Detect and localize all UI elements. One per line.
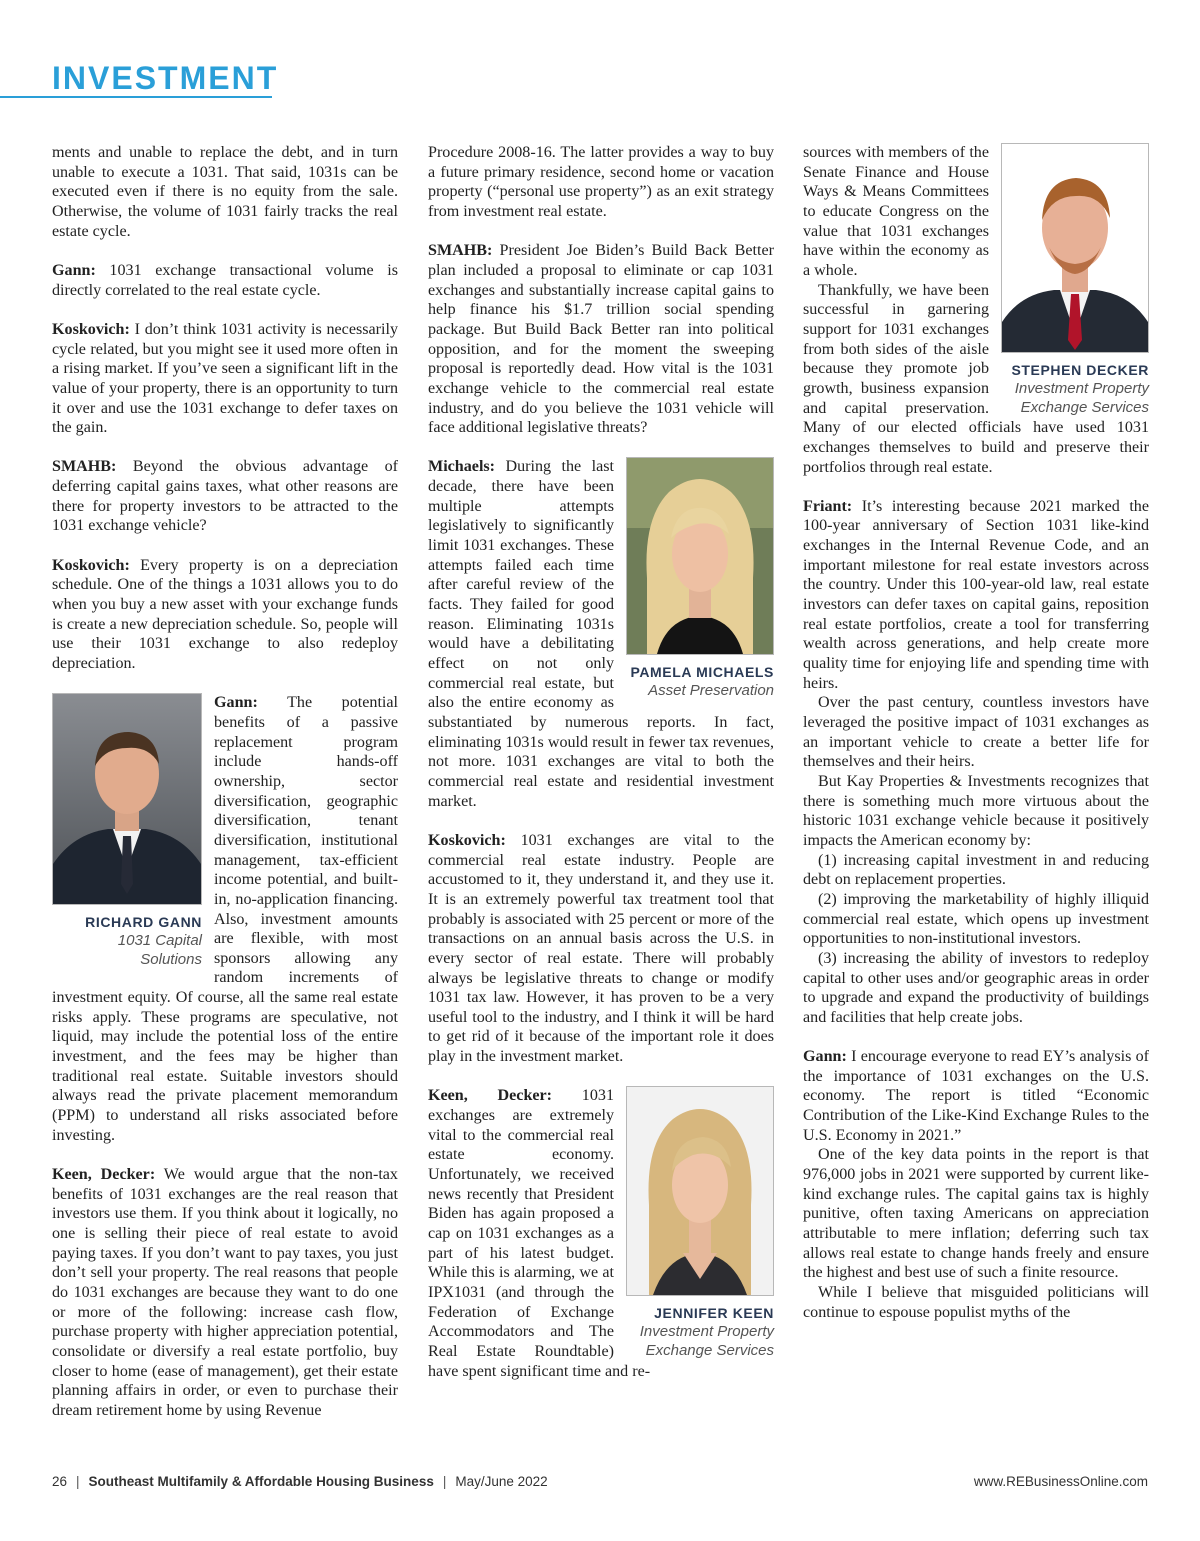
paragraph: Friant: It’s interesting because 2021 marked the 100-year anniversary of Section 1031 like-kind exchanges in the Internal Revenue Code, and an important milestone for real estate investors across the country. Under this 100-year-old law, real estate investors can defer taxes on capital gains, reposition real estate portfolios, create a tool for transferring wealth across generations, and help create more quality time for enjoying life and spending time with heirs. xyxy=(803,497,1149,692)
caption-name: PAMELA MICHAELS xyxy=(630,664,774,681)
list-item: (1) increasing capital investment in and reducing debt on replacement properties. xyxy=(803,851,1149,889)
caption-name: RICHARD GANN xyxy=(85,914,202,931)
paragraph: One of the key data points in the report is that 976,000 jobs in 2021 were supported by current like-kind exchange rules. The capital gains tax is highly punitive, often taxing Americans on appreciation attributable to mere inflation; deferring such tax allows real estate to change hands freely and ensure the highest and best use of such a finite resource. xyxy=(803,1146,1149,1282)
paragraph: While I believe that misguided politicians will continue to espouse populist myths of the xyxy=(803,1284,1149,1321)
speaker-label: Koskovich: xyxy=(52,320,130,338)
paragraph: Procedure 2008-16. The latter provides a way to buy a future primary residence, second home or vacation property (“personal use property”) as an exit strategy from investment real estate. xyxy=(428,144,774,220)
caption-company: Exchange Services xyxy=(645,1342,774,1360)
paragraph: Koskovich: Every property is on a depreciation schedule. One of the things a 1031 allows you to do when you buy a new asset with your exchange funds is create a new depreciation schedule. So, people will use their 1031 exchange to also redeploy depreciation. xyxy=(52,556,398,672)
speaker-label: Gann: xyxy=(52,261,96,279)
photo-jennifer-keen xyxy=(626,1086,774,1360)
headshot-image xyxy=(52,693,202,905)
speaker-label: Friant: xyxy=(803,497,853,515)
article-column-3 xyxy=(803,143,1149,1322)
photo-richard-gann xyxy=(52,693,202,969)
caption-company: Investment Property xyxy=(1014,380,1149,397)
headshot-image xyxy=(1001,143,1149,353)
caption-name: STEPHEN DECKER xyxy=(1011,362,1149,378)
issue-date: May/June 2022 xyxy=(455,1474,548,1489)
article-column-1 xyxy=(52,143,398,1421)
speaker-label: Koskovich: xyxy=(428,831,506,849)
photo-stephen-decker xyxy=(1001,143,1149,417)
speaker-label: Koskovich: xyxy=(52,556,130,574)
headshot-image xyxy=(626,1086,774,1296)
footer-separator: | xyxy=(442,1474,447,1489)
paragraph: Keen, Decker: 1031 exchanges are extremely vital to the commercial real estate economy. Unfortunately, we received news recently that President Biden has again proposed a cap on 1031 exchanges as a part of his latest budget. While this is alarming, we at IPX1031 (and through the Federation of Exchange Accommodators and The Real Estate Roundtable) have spent significant time and re- xyxy=(428,1087,651,1380)
paragraph: ments and unable to replace the debt, and in turn unable to execute a 1031. That said, 1031s can be executed even if there is no equity from the sale. Otherwise, the volume of 1031 fairly tracks the real estate cycle. xyxy=(52,144,398,240)
speaker-label: Keen, Decker: xyxy=(428,1087,553,1105)
paragraph: Thankfully, we have been successful in garnering support for 1031 exchanges from both sides of the aisle because they promote job growth, business expansion and capital preservation. Many of our elected officials have used 1031 exchanges themselves to build and preserve their portfolios through real estate. xyxy=(803,281,1149,476)
paragraph: Gann: I encourage everyone to read EY’s analysis of the importance of 1031 exchanges on the U.S. economy. The report is titled “Economic Contribution of the Like-Kind Exchange Rules to the U.S. Economy in 2021.” xyxy=(803,1048,1149,1144)
list-item: (2) improving the marketability of highly illiquid commercial real estate, which opens up investment opportunities to non-institutional investors. xyxy=(803,890,1149,948)
list-item: (3) increasing the ability of investors to redeploy capital to other uses and/or geographic areas in order to upgrade and expand the productivity of buildings and facilities that help create jobs. xyxy=(803,949,1149,1026)
headshot-image xyxy=(626,457,774,655)
speaker-label: Keen, Decker: xyxy=(52,1166,156,1184)
section-heading-rule xyxy=(0,96,272,98)
paragraph: SMAHB: President Joe Biden’s Build Back Better plan included a proposal to eliminate or cap 1031 exchanges and substantially increase capital gains to help finance his $1.7 trillion social spending package. But Build Back Better ran into political opposition, and for the moment the sweeping proposal is reportedly dead. How vital is the 1031 exchange vehicle to the commercial real estate industry, and do you believe the 1031 vehicle will face additional legislative threats? xyxy=(428,242,774,437)
paragraph: Keen, Decker: We would argue that the non-tax benefits of 1031 exchanges are the real reason that investors use them. If you think about it logically, no one is selling their piece of real estate to avoid paying taxes. If you don’t want to pay taxes, you just don’t sell your property. The real reasons that people do 1031 exchanges are because they want to do one or more of the following: increase cash flow, purchase property with higher appreciation potential, consolidate or diversify a real estate portfolio, buy closer to home (ease of management), get their estate planning affairs in order, or even to purchase their dream retirement home by using Revenue xyxy=(52,1166,398,1419)
caption-company: 1031 Capital xyxy=(117,932,202,950)
photo-pamela-michaels xyxy=(626,457,774,700)
paragraph: But Kay Properties & Investments recognizes that there is something much more virtuous about the historic 1031 exchange vehicle because it positively impacts the American economy by: xyxy=(803,772,1149,849)
publication-title: Southeast Multifamily & Affordable Housing Business xyxy=(88,1474,434,1489)
page-number: 26 xyxy=(52,1474,68,1489)
caption-company: Asset Preservation xyxy=(648,682,774,700)
speaker-label: Michaels: xyxy=(428,458,496,476)
paragraph: SMAHB: Beyond the obvious advantage of deferring capital gains taxes, what other reasons are there for property investors to be attracted to the 1031 exchange vehicle? xyxy=(52,458,398,535)
paragraph: Koskovich: I don’t think 1031 activity is necessarily cycle related, but you might see it used more often in a rising market. If you’ve seen a significant lift in the value of your property, there is an opportunity to turn it over and use the 1031 exchange to defer taxes on the gain. xyxy=(52,320,398,437)
caption-company: Investment Property xyxy=(639,1323,774,1341)
page-footer xyxy=(52,1474,1148,1489)
speaker-label: Gann: xyxy=(214,694,258,712)
paragraph: Over the past century, countless investors have leveraged the positive impact of 1031 exchanges as an important vehicle to create a better life for themselves and their heirs. xyxy=(803,694,1149,771)
paragraph: Koskovich: 1031 exchanges are vital to the commercial real estate industry. People are accustomed to it, they understand it, and they use it. It is an extremely powerful tax treatment tool that probably is associated with 25 percent or more of the transactions on an annual basis across the U.S. in every sector of real estate. There will probably always be legislative threats to change or modify 1031 tax law. However, it has proven to be a very useful tool to the industry, and I think it will be hard to get rid of it because of the important role it does play in the investment market. xyxy=(428,831,774,1066)
article-column-2 xyxy=(428,143,774,1381)
section-heading: INVESTMENT xyxy=(52,60,279,96)
speaker-label: SMAHB: xyxy=(428,242,493,260)
caption-name: JENNIFER KEEN xyxy=(654,1305,774,1322)
caption-company: Exchange Services xyxy=(1020,399,1149,416)
website-link[interactable]: www.REBusinessOnline.com xyxy=(973,1474,1148,1489)
paragraph: Michaels: During the last decade, there have been multiple attempts legislatively to significantly limit 1031 exchanges. These attempts failed each time after careful review of the facts. They failed for good reason. Eliminating 1031s would have a debilitating effect on not only commercial real estate, but also the entire economy as substantiated by numerous reports. In fact, eliminating 1031s would result in fewer tax revenues, not more. 1031 exchanges are vital to both the commercial real estate and residential investment market. xyxy=(428,458,774,810)
paragraph: Gann: 1031 exchange transactional volume is directly correlated to the real estate cycle. xyxy=(52,261,398,299)
paragraph: sources with members of the Senate Finance and House Ways & Means Committees to educate Congress on the value that 1031 exchanges have within the economy as a whole. xyxy=(803,144,989,279)
speaker-label: Gann: xyxy=(803,1048,847,1066)
caption-company: Solutions xyxy=(140,951,202,969)
footer-separator: | xyxy=(76,1474,80,1489)
paragraph: Gann: The potential benefits of a passive replacement program include hands-off ownership, sector diversification, geographic diversification, tenant diversification, institutional management, tax-efficient income potential, and built-in, no-application financing. Also, investment amounts are flexible, with most sponsors allowing any random increments of investment equity. Of course, all the same real estate risks apply. These programs are speculative, not liquid, may include the potential loss of the entire investment, and the fees may be higher than traditional real estate. Suitable investors should always read the private placement memorandum (PPM) to understand all risks associated before investing. xyxy=(52,694,398,1144)
speaker-label: SMAHB: xyxy=(52,458,117,476)
